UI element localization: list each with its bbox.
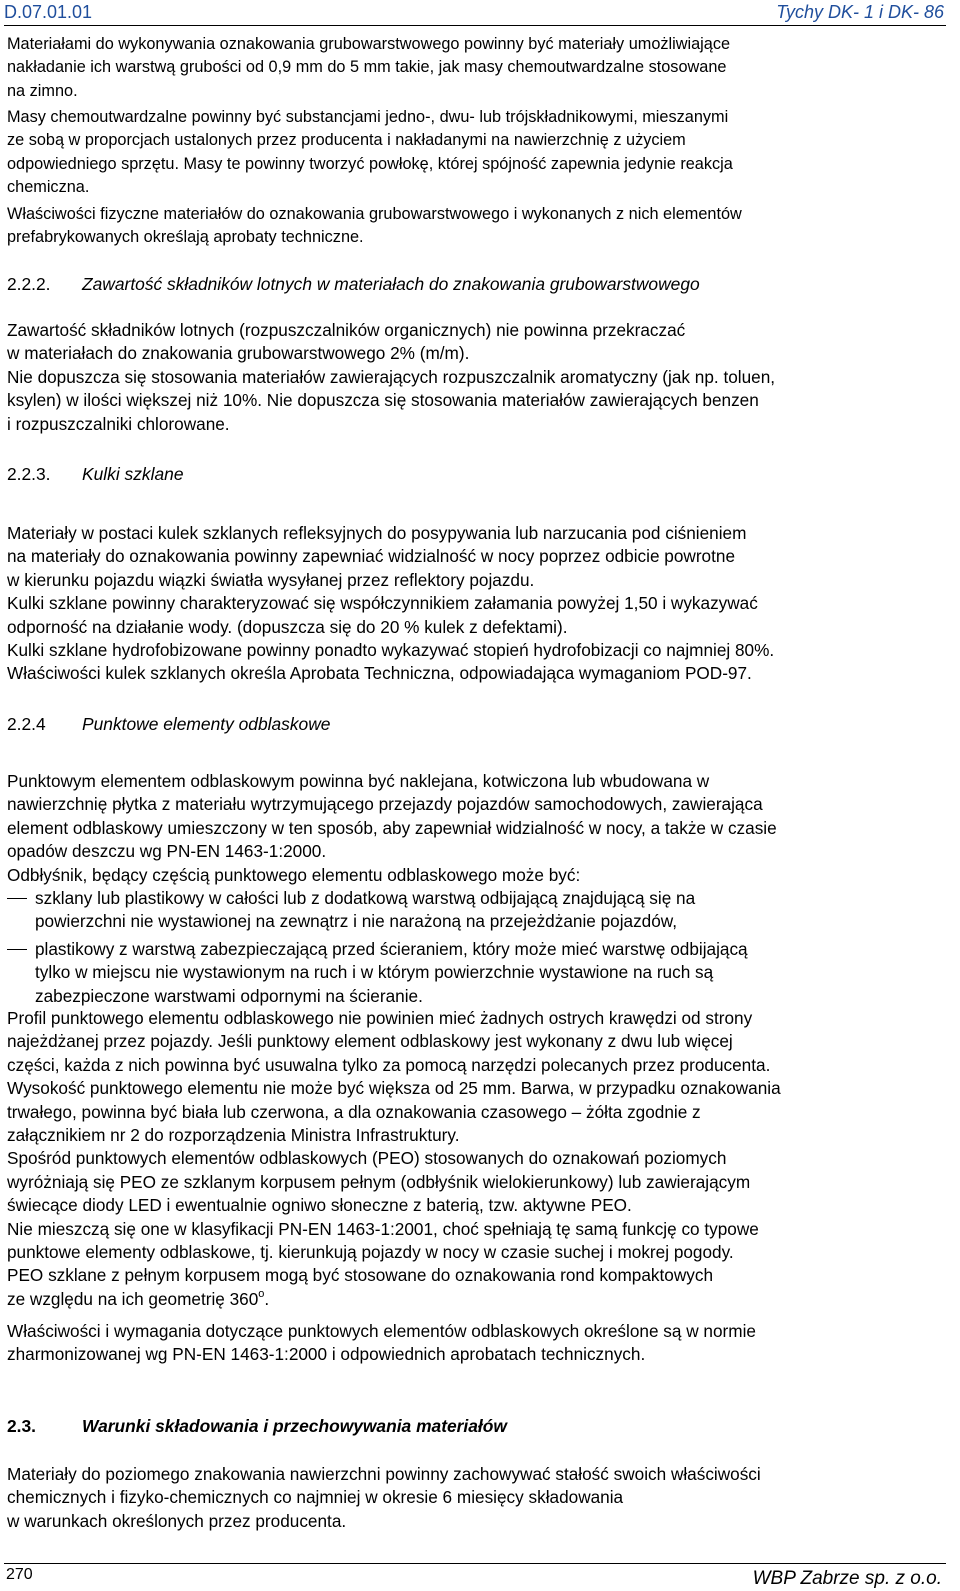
paragraph-reflective-elements [7,770,952,887]
paragraph-physical-properties [7,203,952,250]
text-line: Właściwości i wymagania dotyczące punktowych elementów odblaskowych określone są w normie [7,1321,756,1341]
text-line: tylko w miejscu nie wystawionym na ruch i w którym powierzchnie wystawione na ruch są [35,962,714,983]
text-line: Kulki szklane powinny charakteryzować się współczynnikiem załamania powyżej 1,50 i wykazywać [7,593,758,614]
degree-superscript: o [258,1288,265,1301]
text-line: zabezpieczone warstwami odpornymi na ścieranie. [35,985,423,1006]
text-line: najeżdżanej przez pojazdy. Jeśli punktowy element odblaskowy jest wykonany z dwu lub więcej [7,1031,733,1052]
text-line: odporność na działanie wody. (dopuszcza się do 20 % kulek z defektami). [7,616,568,637]
section-number: 2.2.4 [7,714,46,734]
geometry-text: ze względu na ich geometrię 360 [7,1288,259,1309]
text-line: odpowiedniego sprzętu. Masy te powinny tworzyć powłokę, której spójność zapewnia jedynie reakcja [7,154,733,173]
text-line: w warunkach określonych przez producenta. [7,1510,347,1531]
text-line: Materiały w postaci kulek szklanych refleksyjnych do posypywania lub narzucania pod ciśnieniem [7,523,747,543]
section-title: Zawartość składników lotnych w materiałach do znakowania grubowarstwowego [82,274,700,294]
text-line: ksylen) w ilości większej niż 10%. Nie dopuszcza się stosowania materiałów zawierających benzen [7,390,759,411]
text-line: w kierunku pojazdu wiązki światła wysyłanej przez reflektory pojazdu. [7,569,535,590]
text-line: wyróżniają się PEO ze szklanym korpusem pełnym (odbłyśnik wielokierunkowy) lub zawierającym [7,1171,751,1192]
paragraph-materials [7,33,952,103]
section-number: 2.2.3. [7,464,51,484]
text-line: powierzchni nie wystawionej na zewnątrz i nie narażoną na przejeżdżanie pojazdów, [35,911,678,932]
sentence-end: . [264,1288,270,1309]
text-line: Materiałami do wykonywania oznakowania grubowarstwowego powinny być materiały umożliwiające [7,35,731,53]
text-line: ze sobą w proporcjach ustalonych przez producenta i nakładanymi na nawierzchnię z użyciem [7,131,686,150]
text-line: nakładanie ich warstwą grubości od 0,9 mm do 5 mm takie, jak masy chemoutwardzalne stosowane [7,58,727,77]
text-line: PEO szklane z pełnym korpusem mogą być stosowane do oznakowania rond kompaktowych [7,1265,713,1286]
text-line: zharmonizowanej wg PN-EN 1463-1:2000 i odpowiednich aprobatach technicznych. [7,1344,646,1365]
text-line: chemicznych i fizyko-chemicznych co najmniej w okresie 6 miesięcy składowania [7,1487,624,1508]
text-line: Kulki szklane hydrofobizowane powinny ponadto wykazywać stopień hydrofobizacji co najmniej 80%. [7,640,775,661]
text-line: załącznikiem nr 2 do rozporządzenia Ministra Infrastruktury. [7,1125,460,1146]
document-header-title: Tychy DK- 1 i DK- 86 [776,2,944,22]
text-line: na materiały do oznakowania powinny zapewniać widzialność w nocy poprzez odbicie powrotne [7,546,736,567]
text-line: chemiczna. [7,178,90,197]
section-heading-2-2-2 [7,273,700,295]
text-line: Zawartość składników lotnych (rozpuszczalników organicznych) nie powinna przekraczać [7,320,686,340]
text-line: Wysokość punktowego elementu nie może być większa od 25 mm. Barwa, w przypadku oznakowania [7,1078,781,1099]
text-line: Materiały do poziomego znakowania nawierzchni powinny zachowywać stałość swoich właściwości [7,1464,761,1484]
page-number: 270 [6,1566,33,1583]
section-title: Warunki składowania i przechowywania materiałów [82,1416,507,1436]
text-line: Spośród punktowych elementów odblaskowych (PEO) stosowanych do oznakowań poziomych [7,1148,727,1169]
footer-divider [4,1563,946,1564]
section-heading-2-3 [7,1415,507,1437]
text-line: Odbłyśnik, będący częścią punktowego elementu odblaskowego może być: [7,864,581,885]
text-line: nawierzchnię płytka z materiału wytrzymującego przejazdy pojazdów samochodowych, zawierająca [7,794,763,815]
text-line: Profil punktowego elementu odblaskowego nie powinien mieć żadnych ostrych krawędzi od strony [7,1008,753,1028]
document-code: D.07.01.01 [4,2,93,22]
company-name: WBP Zabrze sp. z o.o. [752,1568,942,1589]
section-heading-2-2-4 [7,713,330,735]
section-number: 2.2.2. [7,274,51,294]
text-line: Masy chemoutwardzalne powinny być substancjami jedno-, dwu- lub trójskładnikowymi, mieszanymi [7,108,729,126]
text-line: punktowe elementy odblaskowe, tj. kierunkują pojazdy w nocy w czasie suchej i mokrej pogody. [7,1242,734,1263]
paragraph-storage [7,1463,952,1533]
paragraph-requirements [7,1320,952,1367]
header-divider [4,25,946,26]
text-line: Właściwości fizyczne materiałów do oznakowania grubowarstwowego i wykonanych z nich elementów [7,205,742,223]
text-line: Nie mieszczą się one w klasyfikacji PN-EN 1463-1:2001, choć spełniają tę samą funkcję co typowe [7,1218,759,1239]
text-line: element odblaskowy umieszczony w ten sposób, aby zapewniał widzialność w nocy, a także w czasie [7,817,777,838]
text-line: na zimno. [7,81,78,100]
text-line: trwałego, powinna być biała lub czerwona, a dla oznakowania czasowego – żółta zgodnie z [7,1101,701,1122]
text-line: w materiałach do znakowania grubowarstwowego 2% (m/m). [7,343,470,364]
text-line: Właściwości kulek szklanych określa Aprobata Techniczna, odpowiadająca wymaganiom POD-97. [7,663,752,684]
paragraph-glass-beads [7,522,952,686]
text-line [7,1288,952,1311]
text-line: Nie dopuszcza się stosowania materiałów zawierających rozpuszczalnik aromatyczny (jak np. toluen, [7,366,776,387]
text-line: plastikowy z warstwą zabezpieczającą przed ścieraniem, który może mieć warstwę odbijającą [35,939,748,959]
section-heading-2-2-3 [7,463,184,485]
section-number: 2.3. [7,1416,37,1436]
text-line: prefabrykowanych określają aprobaty techniczne. [7,228,364,247]
text-line: świecące diody LED i ewentualnie ogniwo słoneczne z baterią, tzw. aktywne PEO. [7,1195,632,1216]
text-line: i rozpuszczalniki chlorowane. [7,413,230,434]
paragraph-chemo-masses [7,106,952,200]
text-line: części, każda z nich powinna być usuwalna tylko za pomocą narzędzi polecanych przez producenta. [7,1054,771,1075]
section-title: Punktowe elementy odblaskowe [82,714,331,734]
text-line: opadów deszczu wg PN-EN 1463-1:2000. [7,841,327,862]
paragraph-volatile-content [7,319,952,436]
text-line: szklany lub plastikowy w całości lub z dodatkową warstwą odbijającą znajdującą się na [35,888,696,908]
paragraph-element-profile [7,1007,952,1311]
text-line: Punktowym elementem odblaskowym powinna być naklejana, kotwiczona lub wbudowana w [7,771,710,791]
section-title: Kulki szklane [82,464,184,484]
